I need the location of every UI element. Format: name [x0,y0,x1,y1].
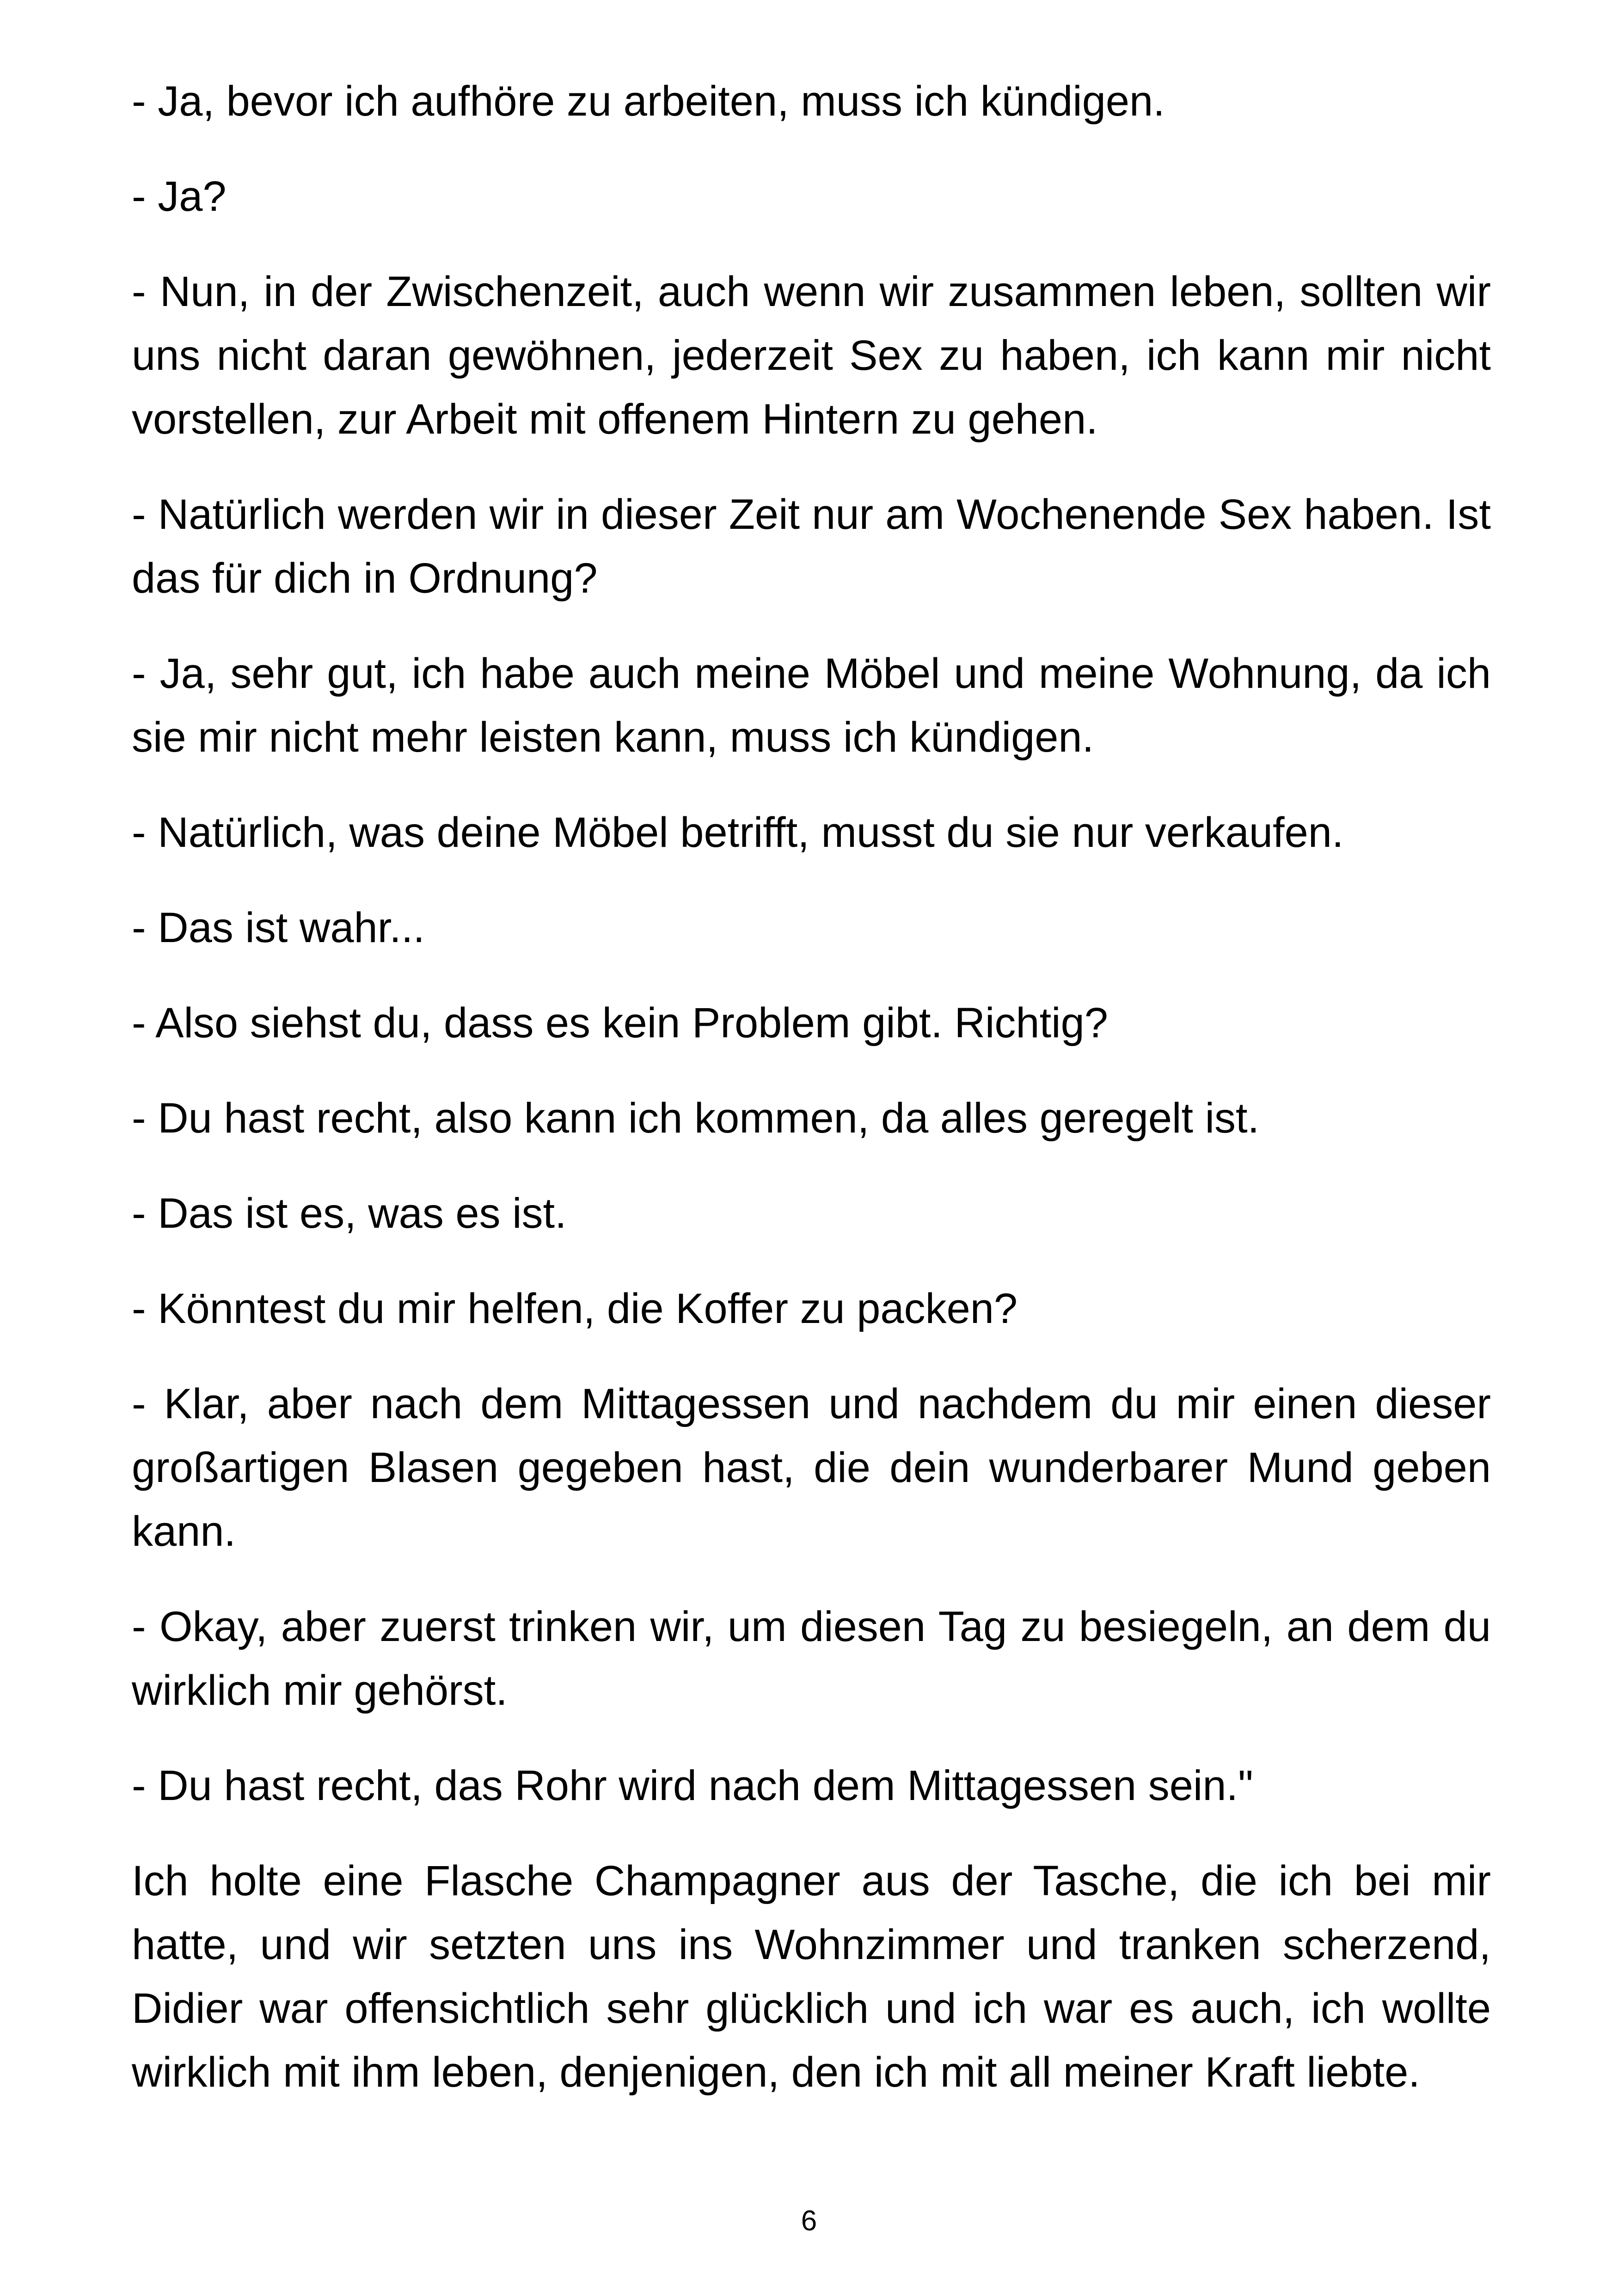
paragraph-6: - Natürlich, was deine Möbel betrifft, musst du sie nur verkaufen. [132,809,1344,856]
paragraph-8: - Also siehst du, dass es kein Problem gibt. Richtig? [132,999,1108,1047]
paragraph-11: - Könntest du mir helfen, die Koffer zu packen? [132,1285,1018,1332]
paragraph-7: - Das ist wahr... [132,904,425,951]
paragraph-15: Ich holte eine Flasche Champagner aus der Tasche, die ich bei mir hatte, und wir setzten uns ins Wohnzimmer und tranken scherzend, Didier war offensichtlich sehr glücklich und ich war es auch, ich wollte wirklich mit ihm leben, denjenigen, den ich mit all meiner Kraft liebte. [132,1857,1491,2096]
paragraph-14: - Du hast recht, das Rohr wird nach dem Mittagessen sein." [132,1762,1253,1809]
paragraph-9: - Du hast recht, also kann ich kommen, da alles geregelt ist. [132,1095,1260,1142]
body-text [132,69,1491,2136]
paragraph-3: - Nun, in der Zwischenzeit, auch wenn wir zusammen leben, sollten wir uns nicht daran gewöhnen, jederzeit Sex zu haben, ich kann mir nicht vorstellen, zur Arbeit mit offenem Hintern zu gehen. [132,268,1491,443]
page-number: 6 [801,2205,817,2237]
paragraph-5: - Ja, sehr gut, ich habe auch meine Möbel und meine Wohnung, da ich sie mir nicht mehr leisten kann, muss ich kündigen. [132,650,1491,761]
paragraph-13: - Okay, aber zuerst trinken wir, um diesen Tag zu besiegeln, an dem du wirklich mir gehörst. [132,1603,1491,1714]
paragraph-2: - Ja? [132,173,227,220]
paragraph-10: - Das ist es, was es ist. [132,1190,567,1237]
paragraph-1: - Ja, bevor ich aufhöre zu arbeiten, muss ich kündigen. [132,78,1165,125]
paragraph-4: - Natürlich werden wir in dieser Zeit nur am Wochenende Sex haben. Ist das für dich in Ordnung? [132,491,1491,602]
paragraph-12: - Klar, aber nach dem Mittagessen und nachdem du mir einen dieser großartigen Blasen gegeben hast, die dein wunderbarer Mund geben kann. [132,1380,1491,1555]
